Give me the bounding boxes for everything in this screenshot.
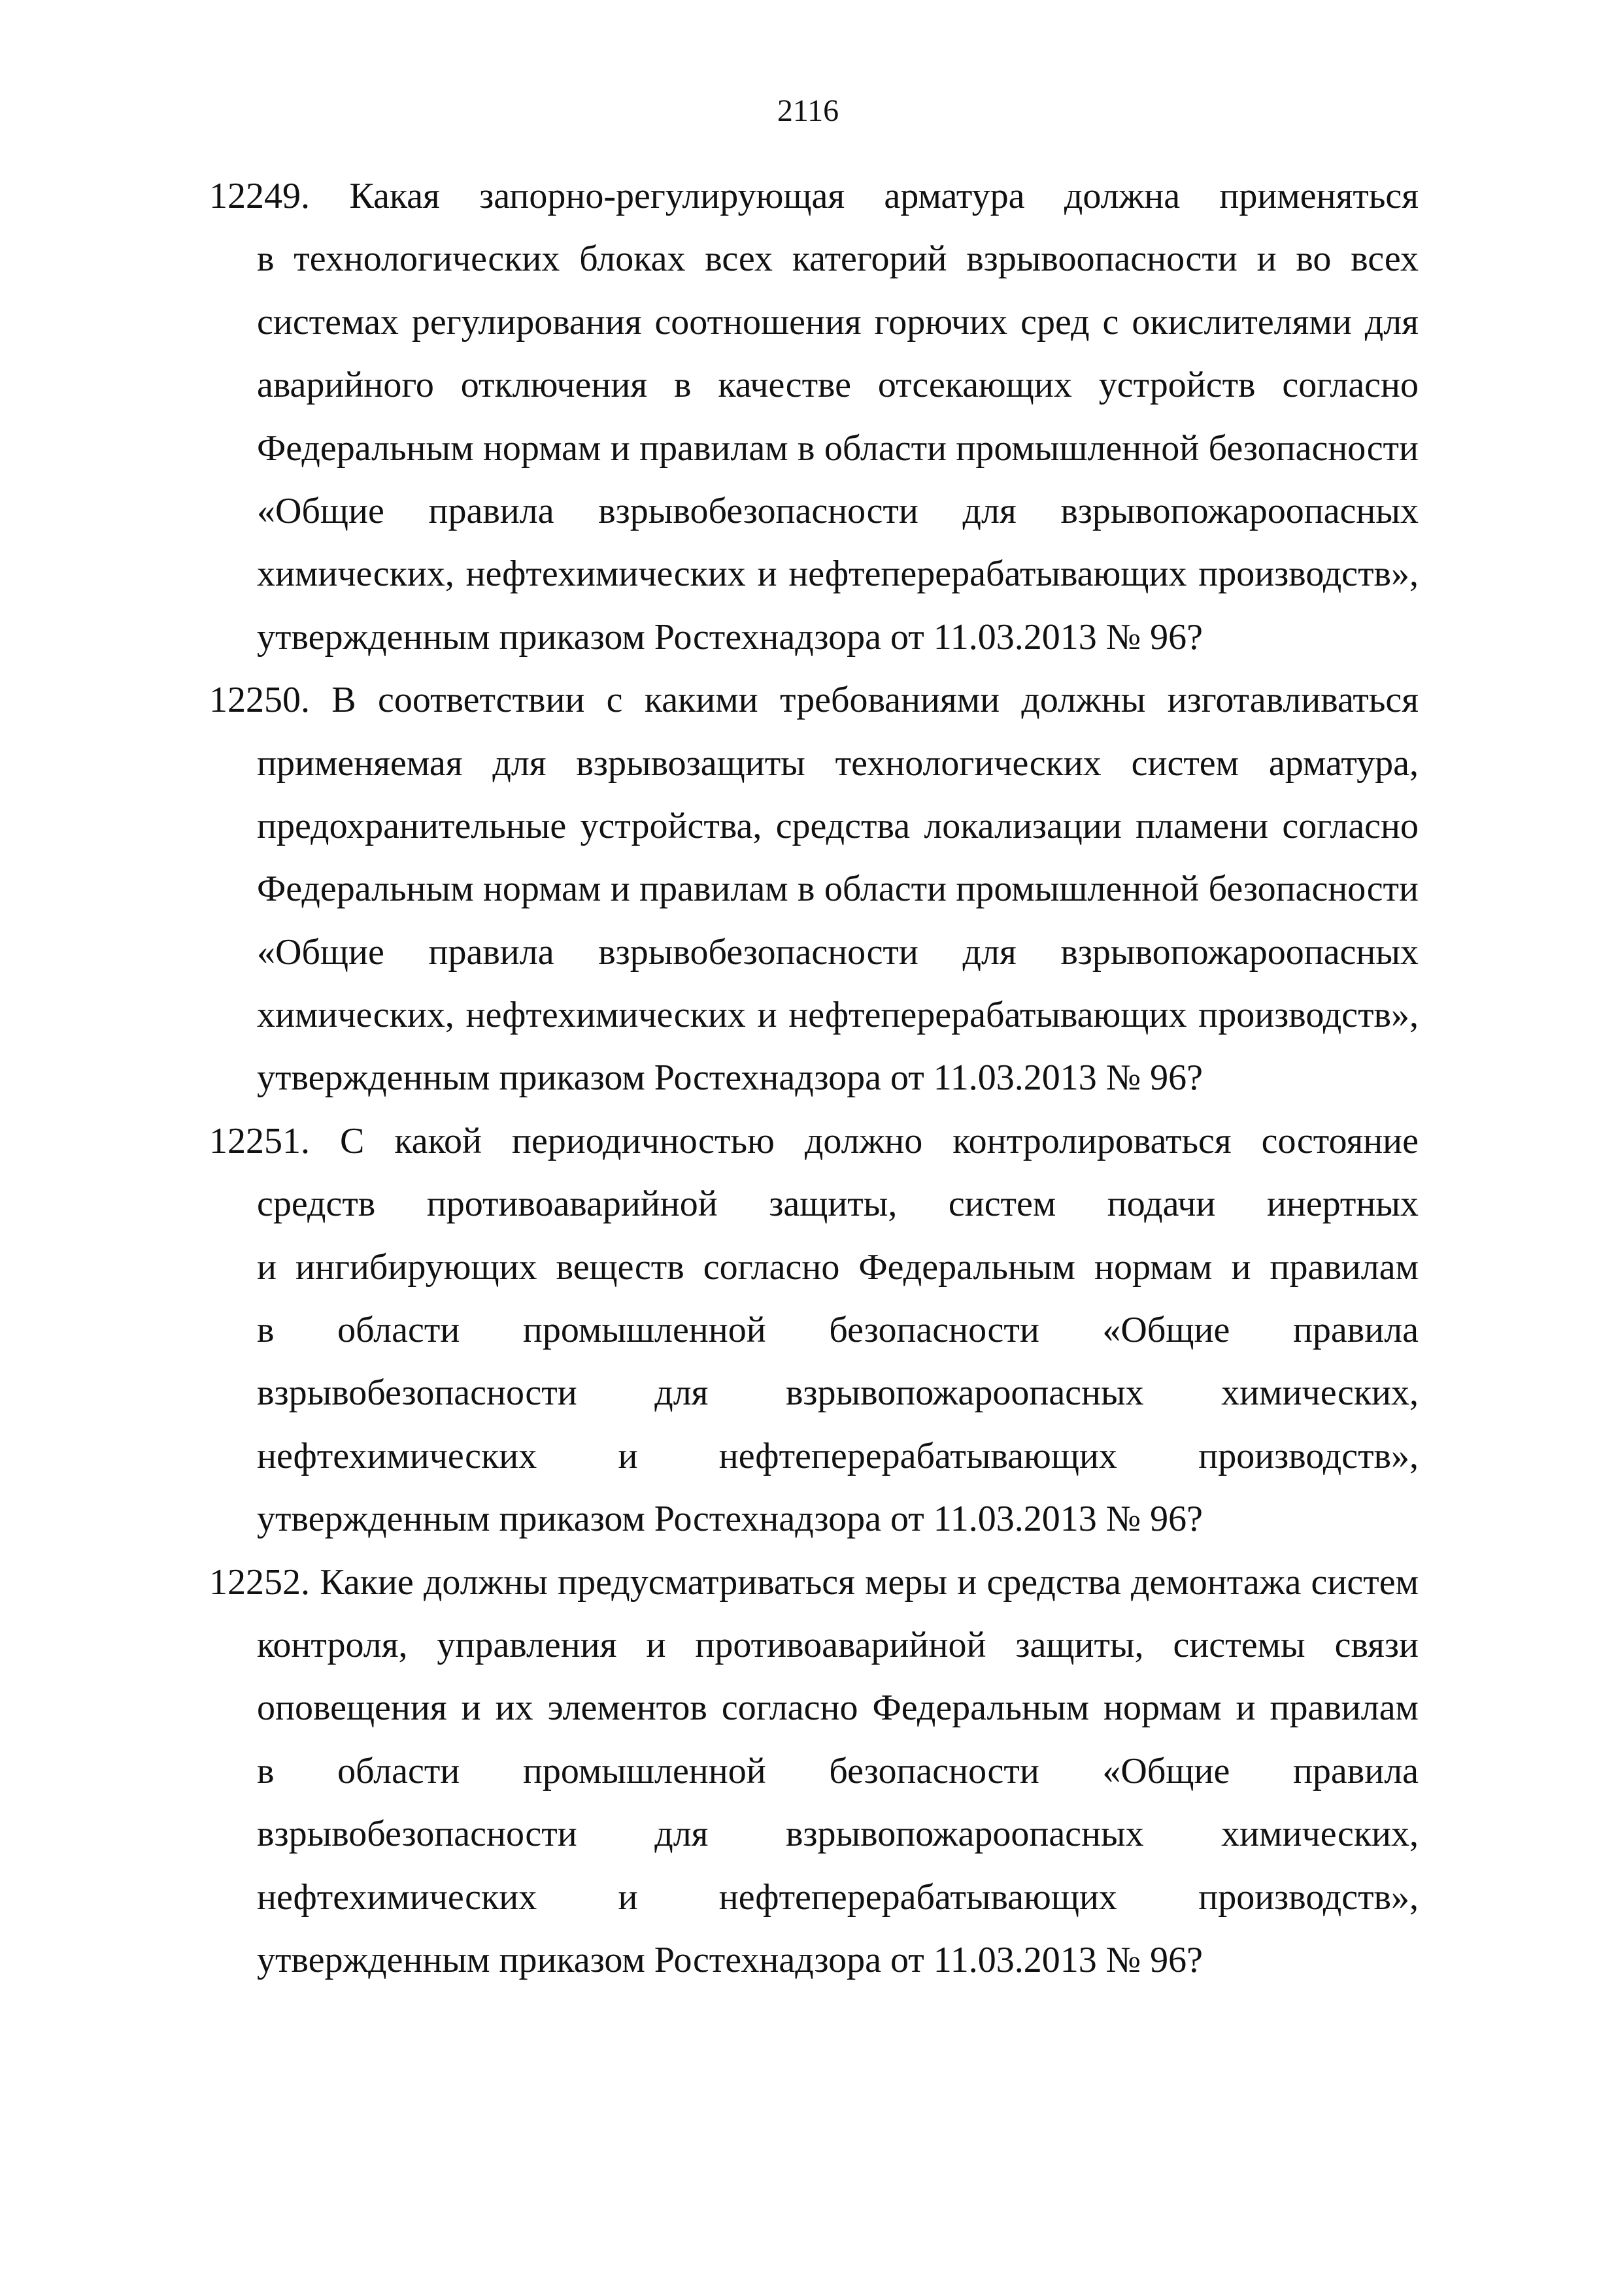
question-line: Федеральным нормам и правилам в области промышленной безопасности <box>257 427 1419 469</box>
question-line: «Общие правила взрывобезопасности для взрывопожароопасных <box>257 490 1419 531</box>
question-line: утвержденным приказом Ростехнадзора от 11.03.2013 № 96? <box>257 1057 1203 1099</box>
question-line: в технологических блоках всех категорий взрывоопасности и во всех <box>257 239 1419 280</box>
question-12251 <box>0 1110 1616 1551</box>
question-line: Федеральным нормам и правилам в области промышленной безопасности <box>257 869 1419 910</box>
question-12250 <box>0 669 1616 1110</box>
question-line: оповещения и их элементов согласно Федеральным нормам и правилам <box>257 1688 1419 1729</box>
question-line: 12251. С какой периодичностью должно контролироваться состояние <box>209 1120 1419 1161</box>
question-list <box>0 165 1616 1991</box>
question-line: 12249. Какая запорно-регулирующая арматура должна применяться <box>209 176 1419 216</box>
question-line: 12252. Какие должны предусматриваться меры и средства демонтажа систем <box>209 1561 1419 1603</box>
question-line: применяемая для взрывозащиты технологических систем арматура, <box>257 742 1419 784</box>
question-line: нефтехимических и нефтеперерабатывающих производств», <box>257 1435 1419 1476</box>
question-line: утвержденным приказом Ростехнадзора от 11.03.2013 № 96? <box>257 1499 1203 1540</box>
question-line: утвержденным приказом Ростехнадзора от 11.03.2013 № 96? <box>257 616 1203 657</box>
question-line: 12250. В соответствии с какими требованиями должны изготавливаться <box>209 680 1419 721</box>
question-line: системах регулирования соотношения горючих сред с окислителями для <box>257 301 1419 342</box>
page-number: 2116 <box>777 93 839 128</box>
question-line: средств противоаварийной защиты, систем подачи инертных <box>257 1184 1419 1225</box>
question-line: контроля, управления и противоаварийной защиты, системы связи <box>257 1624 1419 1665</box>
question-line: химических, нефтехимических и нефтеперерабатывающих производств», <box>257 554 1419 595</box>
question-line: химических, нефтехимических и нефтеперерабатывающих производств», <box>257 995 1419 1036</box>
question-line: в области промышленной безопасности «Общие правила <box>257 1310 1419 1351</box>
question-12249 <box>0 165 1616 669</box>
question-line: взрывобезопасности для взрывопожароопасных химических, <box>257 1373 1419 1414</box>
question-line: взрывобезопасности для взрывопожароопасных химических, <box>257 1814 1419 1855</box>
question-line: в области промышленной безопасности «Общие правила <box>257 1750 1419 1791</box>
question-line: «Общие правила взрывобезопасности для взрывопожароопасных <box>257 931 1419 973</box>
question-line: предохранительные устройства, средства локализации пламени согласно <box>257 805 1419 846</box>
question-line: нефтехимических и нефтеперерабатывающих производств», <box>257 1876 1419 1918</box>
question-line: утвержденным приказом Ростехнадзора от 11.03.2013 № 96? <box>257 1939 1203 1980</box>
question-12252 <box>0 1551 1616 1992</box>
question-line: аварийного отключения в качестве отсекающих устройств согласно <box>257 365 1419 406</box>
question-line: и ингибирующих веществ согласно Федеральным нормам и правилам <box>257 1246 1419 1288</box>
